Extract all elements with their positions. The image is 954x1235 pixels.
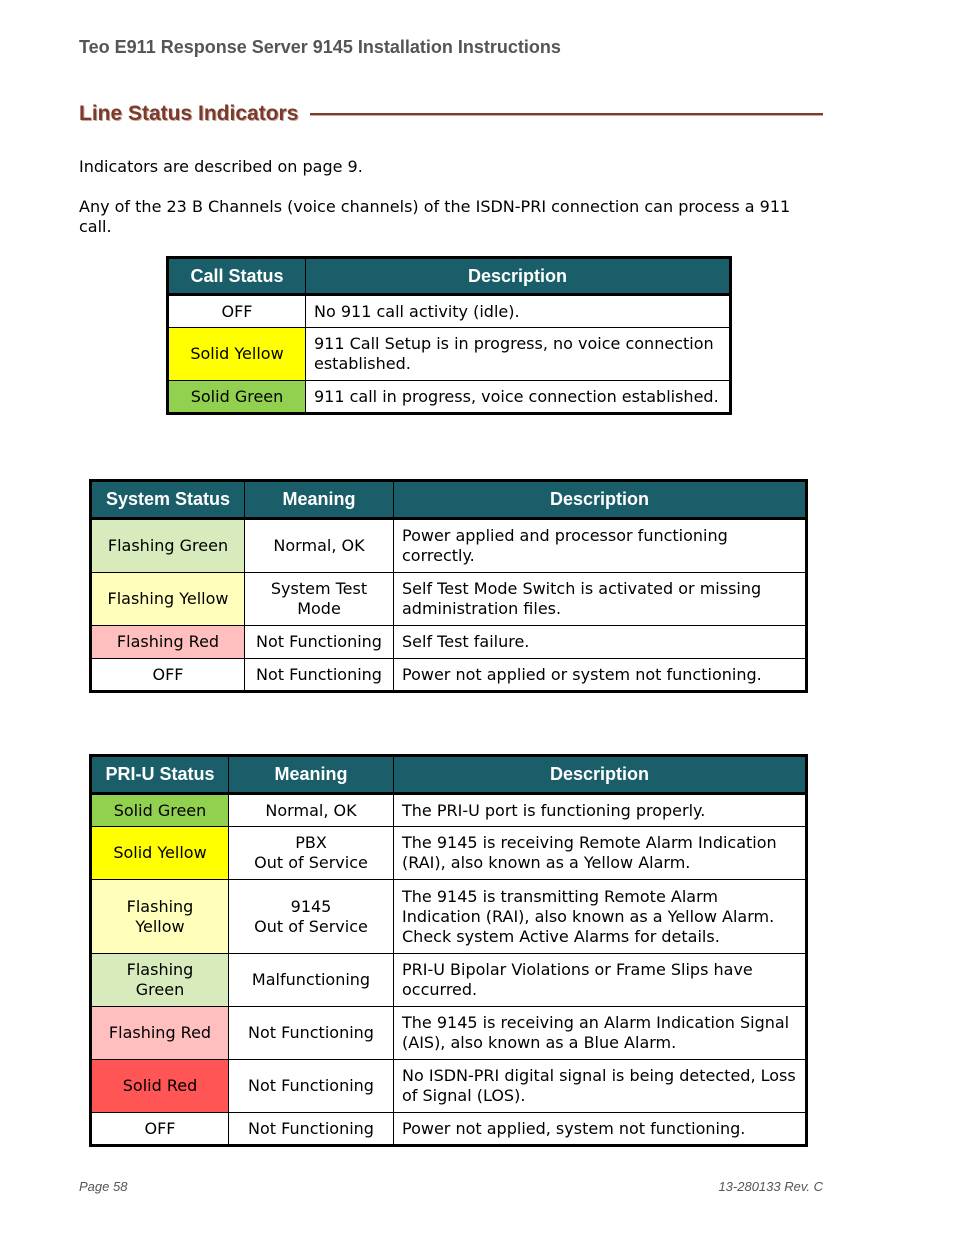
section-heading (79, 102, 823, 126)
description-cell: Self Test Mode Switch is activated or missing administration files. (394, 573, 807, 626)
system-description-header: Description (394, 481, 807, 519)
description-cell: Power applied and processor functioning correctly. (394, 519, 807, 573)
description-cell: The 9145 is receiving an Alarm Indication Signal (AIS), also known as a Blue Alarm. (394, 1007, 807, 1060)
table-row (168, 381, 731, 414)
document-header: Teo E911 Response Server 9145 Installation Instructions (79, 37, 561, 57)
table-row (91, 1007, 807, 1060)
meaning-cell: Normal, OK (245, 519, 394, 573)
description-cell: No 911 call activity (idle). (306, 295, 731, 328)
status-cell: Flashing Yellow (91, 573, 245, 626)
table-row (91, 1060, 807, 1113)
status-cell: Solid Red (91, 1060, 229, 1113)
call-status-table (166, 256, 732, 415)
status-cell: Solid Green (168, 381, 306, 414)
system-status-header: System Status (91, 481, 245, 519)
meaning-cell: Not Functioning (229, 1060, 394, 1113)
table-row (91, 519, 807, 573)
meaning-cell: Malfunctioning (229, 954, 394, 1007)
table-row (91, 659, 807, 692)
status-cell: OFF (91, 659, 245, 692)
table-row (91, 827, 807, 880)
status-cell: Flashing Green (91, 954, 229, 1007)
description-cell: Self Test failure. (394, 626, 807, 659)
pri-status-table (89, 754, 808, 1147)
table-row (91, 794, 807, 827)
status-cell: Flashing Red (91, 626, 245, 659)
table-row (91, 626, 807, 659)
meaning-cell: Not Functioning (245, 626, 394, 659)
status-cell: OFF (91, 1113, 229, 1146)
status-cell: Flashing Green (91, 519, 245, 573)
meaning-cell: Normal, OK (229, 794, 394, 827)
description-cell: Power not applied, system not functioning. (394, 1113, 807, 1146)
heading-rule (310, 113, 823, 115)
pri-meaning-header: Meaning (229, 756, 394, 794)
system-meaning-header: Meaning (245, 481, 394, 519)
document-number: 13-280133 Rev. C (718, 1179, 823, 1194)
meaning-cell: Not Functioning (229, 1113, 394, 1146)
meaning-cell: 9145 Out of Service (229, 880, 394, 954)
meaning-cell: PBX Out of Service (229, 827, 394, 880)
description-cell: Power not applied or system not functioning. (394, 659, 807, 692)
table-row (168, 328, 731, 381)
status-cell: OFF (168, 295, 306, 328)
status-cell: Solid Green (91, 794, 229, 827)
channels-paragraph: Any of the 23 B Channels (voice channels) of the ISDN-PRI connection can process a 911 call. (79, 197, 791, 236)
section-title: Line Status Indicators (79, 102, 299, 125)
page-number: Page 58 (79, 1179, 128, 1194)
pri-status-header: PRI-U Status (91, 756, 229, 794)
status-cell: Flashing Yellow (91, 880, 229, 954)
description-cell: 911 call in progress, voice connection established. (306, 381, 731, 414)
description-cell: The 9145 is transmitting Remote Alarm Indication (RAI), also known as a Yellow Alarm. Check system Active Alarms for details. (394, 880, 807, 954)
table-row (91, 1113, 807, 1146)
description-cell: PRI-U Bipolar Violations or Frame Slips have occurred. (394, 954, 807, 1007)
meaning-cell: Not Functioning (245, 659, 394, 692)
pri-description-header: Description (394, 756, 807, 794)
intro-paragraph: Indicators are described on page 9. (79, 157, 363, 176)
table-row (168, 295, 731, 328)
table-row (91, 573, 807, 626)
description-cell: 911 Call Setup is in progress, no voice connection established. (306, 328, 731, 381)
status-cell: Solid Yellow (168, 328, 306, 381)
call-description-header: Description (306, 258, 731, 295)
call-status-header: Call Status (168, 258, 306, 295)
status-cell: Flashing Red (91, 1007, 229, 1060)
description-cell: No ISDN-PRI digital signal is being detected, Loss of Signal (LOS). (394, 1060, 807, 1113)
description-cell: The 9145 is receiving Remote Alarm Indication (RAI), also known as a Yellow Alarm. (394, 827, 807, 880)
status-cell: Solid Yellow (91, 827, 229, 880)
meaning-cell: System Test Mode (245, 573, 394, 626)
table-row (91, 880, 807, 954)
meaning-cell: Not Functioning (229, 1007, 394, 1060)
system-status-table (89, 479, 808, 693)
table-row (91, 954, 807, 1007)
description-cell: The PRI-U port is functioning properly. (394, 794, 807, 827)
